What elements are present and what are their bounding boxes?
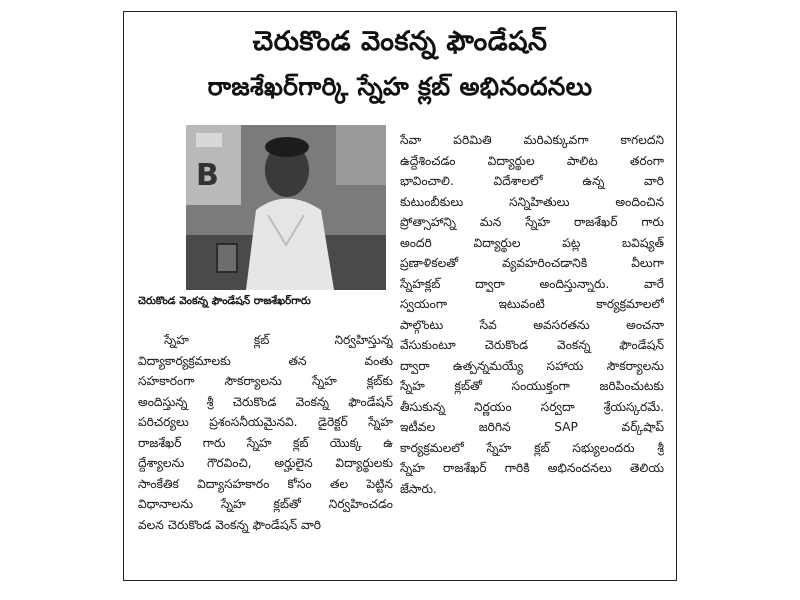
- person-photo-illustration: [186, 125, 386, 290]
- article-line: ప్రణాళికలతో వ్యవహరించడానికి వీలుగా: [400, 256, 664, 270]
- article-line: అందరి విద్యార్థుల పట్ల బవిష్యత్: [400, 235, 664, 250]
- article-line: వలన చెరుకొండ వెంకన్న ఫౌండేషన్ వారి: [138, 517, 322, 532]
- article-line: స్నేహ క్లబ్ నిర్వహిస్తున్న: [164, 333, 393, 347]
- news-clipping: [123, 11, 677, 581]
- article-line: కుటుంబీకులు సన్నిహితులు అందించిన: [400, 194, 664, 209]
- article-line: సహకారంగా సౌకర్యాలను స్నేహ క్లబ్‌కు: [138, 374, 393, 388]
- photo-caption: చెరుకొండ వెంకన్న ఫౌండేషన్ రాజశేఖర్‌గారు: [138, 295, 311, 307]
- article-line: ఇటీవల జరిగిన SAP వర్క్‌షాప్: [400, 420, 664, 434]
- article-line: తీసుకున్న నిర్ణయం సర్వదా శ్రేయస్కరమే.: [400, 399, 664, 414]
- headline-line-1: చెరుకొండ వెంకన్న ఫౌండేషన్: [252, 26, 548, 57]
- article-left-column: [138, 330, 393, 535]
- article-line: స్నేహ రాజశేఖర్ గారికి అభినందనలు తెలియ: [400, 461, 664, 475]
- article-right-column: [400, 130, 664, 499]
- article-line: పరిచర్యలు ప్రశంసనీయమైనవి. డైరెక్టర్ స్నేహ: [138, 415, 393, 429]
- article-line: ఉద్దేశించడం విద్యార్థుల పాలిట తరంగా: [400, 153, 664, 168]
- article-line: జేసారు.: [400, 481, 437, 496]
- article-line: సాంకేతిక విద్యాసహకారం కోసం తల పెట్టిన: [138, 476, 393, 491]
- article-line: అందిస్తున్న శ్రీ చెరుకొండ వెంకన్న ఫౌండేషన్: [138, 394, 393, 409]
- article-line: ద్వారా ఉత్పన్నమయ్యే సహాయ సౌకర్యాలను: [400, 358, 664, 373]
- article-line: విద్యాకార్యక్రమాలకు తన వంతు: [138, 353, 393, 368]
- svg-text:B: B: [196, 158, 219, 193]
- headline-line-2: రాజశేఖర్‌గార్కి స్నేహ క్లబ్ అభినందనలు: [207, 72, 593, 101]
- article-line: రాజశేఖర్ గారు స్నేహ క్లబ్ యొక్క ఉ: [138, 435, 393, 450]
- article-line: భావించాలి. విదేశాలలో ఉన్న వారి: [400, 174, 664, 188]
- article-line: స్వయంగా ఇటువంటి కార్యక్రమాలలో: [400, 297, 664, 311]
- photo: [186, 125, 386, 290]
- article-line: విధానాలను స్నేహ క్లబ్‌తో నిర్వహించడం: [138, 497, 393, 511]
- article-line: ప్రోత్సాహాన్ని మన స్నేహ రాజశేఖర్ గారు: [400, 215, 664, 229]
- article-line: ద్దేశ్యాలను గౌరవించి, అర్హులైన విద్యార్థులకు: [138, 456, 393, 470]
- article-line: వేసుకుంటూ చెరుకొండ వెంకన్న ఫౌండేషన్: [400, 338, 664, 352]
- article-line: స్నేహ క్లబ్‌తో సంయుక్తంగా జరిపించుటకు: [400, 379, 664, 393]
- article-line: పాల్గొంటు సేవ అవసరతను అంచనా: [400, 317, 664, 332]
- article-line: స్నేహక్లబ్ ద్వారా అందిస్తున్నారు. వారే: [400, 276, 664, 291]
- article-line: సేవా పరిమితి మరిఎక్కువగా కాగలదని: [400, 133, 664, 147]
- article-line: కార్యక్రమలలో స్నేహ క్లబ్ సభ్యులందరు శ్రీ: [400, 440, 664, 455]
